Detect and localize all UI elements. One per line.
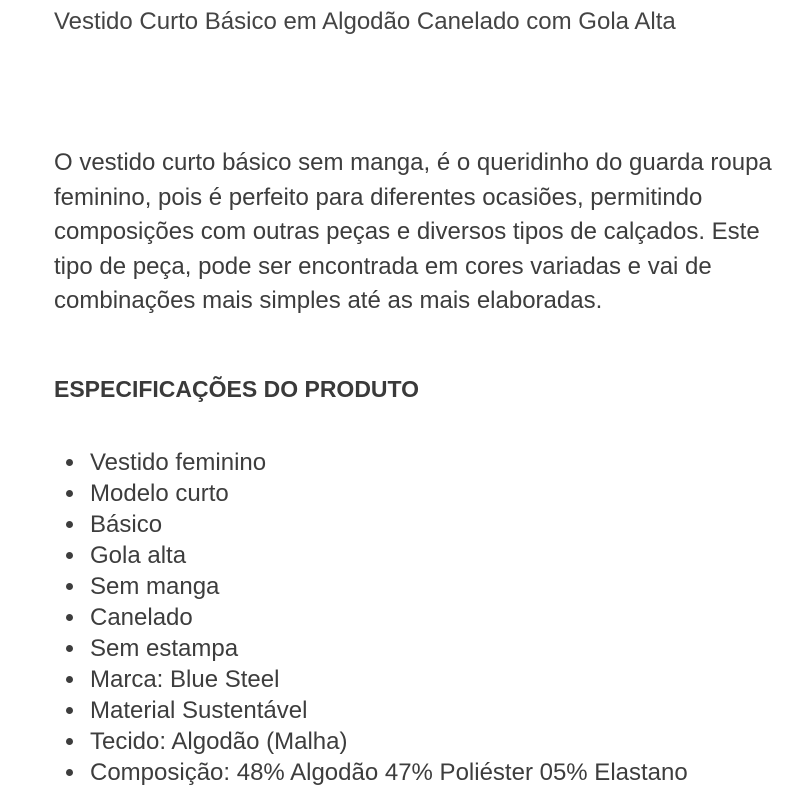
spec-item (54, 571, 774, 602)
spec-item-text: Básico (90, 510, 163, 538)
spec-item (54, 726, 774, 757)
bullet-icon (66, 552, 73, 559)
spec-item-text: Gola alta (90, 541, 187, 569)
specifications-list (54, 447, 774, 788)
bullet-icon (66, 490, 73, 497)
spec-item-text: Marca: Blue Steel (90, 665, 280, 693)
spec-item-text: Material Sustentável (90, 696, 308, 724)
bullet-icon (66, 583, 73, 590)
spec-item (54, 757, 774, 788)
spec-item-text: Composição: 48% Algodão 47% Poliéster 05% Elastano (90, 758, 688, 786)
spec-item (54, 478, 774, 509)
bullet-icon (66, 521, 73, 528)
spec-item (54, 602, 774, 633)
spec-item-text: Tecido: Algodão (Malha) (90, 727, 348, 755)
spec-item (54, 509, 774, 540)
spec-item (54, 447, 774, 478)
bullet-icon (66, 459, 73, 466)
spec-item (54, 633, 774, 664)
spec-item (54, 540, 774, 571)
product-description: O vestido curto básico sem manga, é o queridinho do guarda roupa feminino, pois é perfeito para diferentes ocasiões, permitindo composições com outras peças e diversos tipos de calçados. Este tipo de peça, pode ser encontrada em cores variadas e vai de combinações mais simples até as mais elaboradas. (54, 149, 772, 314)
bullet-icon (66, 676, 73, 683)
spec-item-text: Vestido feminino (90, 448, 267, 476)
bullet-icon (66, 769, 73, 776)
product-title: Vestido Curto Básico em Algodão Canelado com Gola Alta (54, 8, 676, 35)
bullet-icon (66, 738, 73, 745)
spec-item-text: Sem manga (90, 572, 220, 600)
bullet-icon (66, 707, 73, 714)
spec-item-text: Canelado (90, 603, 193, 631)
bullet-icon (66, 645, 73, 652)
spec-item (54, 695, 774, 726)
product-description-page (54, 6, 774, 788)
specifications-heading: ESPECIFICAÇÕES DO PRODUTO (54, 375, 420, 402)
spec-item-text: Sem estampa (90, 634, 239, 662)
spec-item-text: Modelo curto (90, 479, 229, 507)
spec-item (54, 664, 774, 695)
bullet-icon (66, 614, 73, 621)
